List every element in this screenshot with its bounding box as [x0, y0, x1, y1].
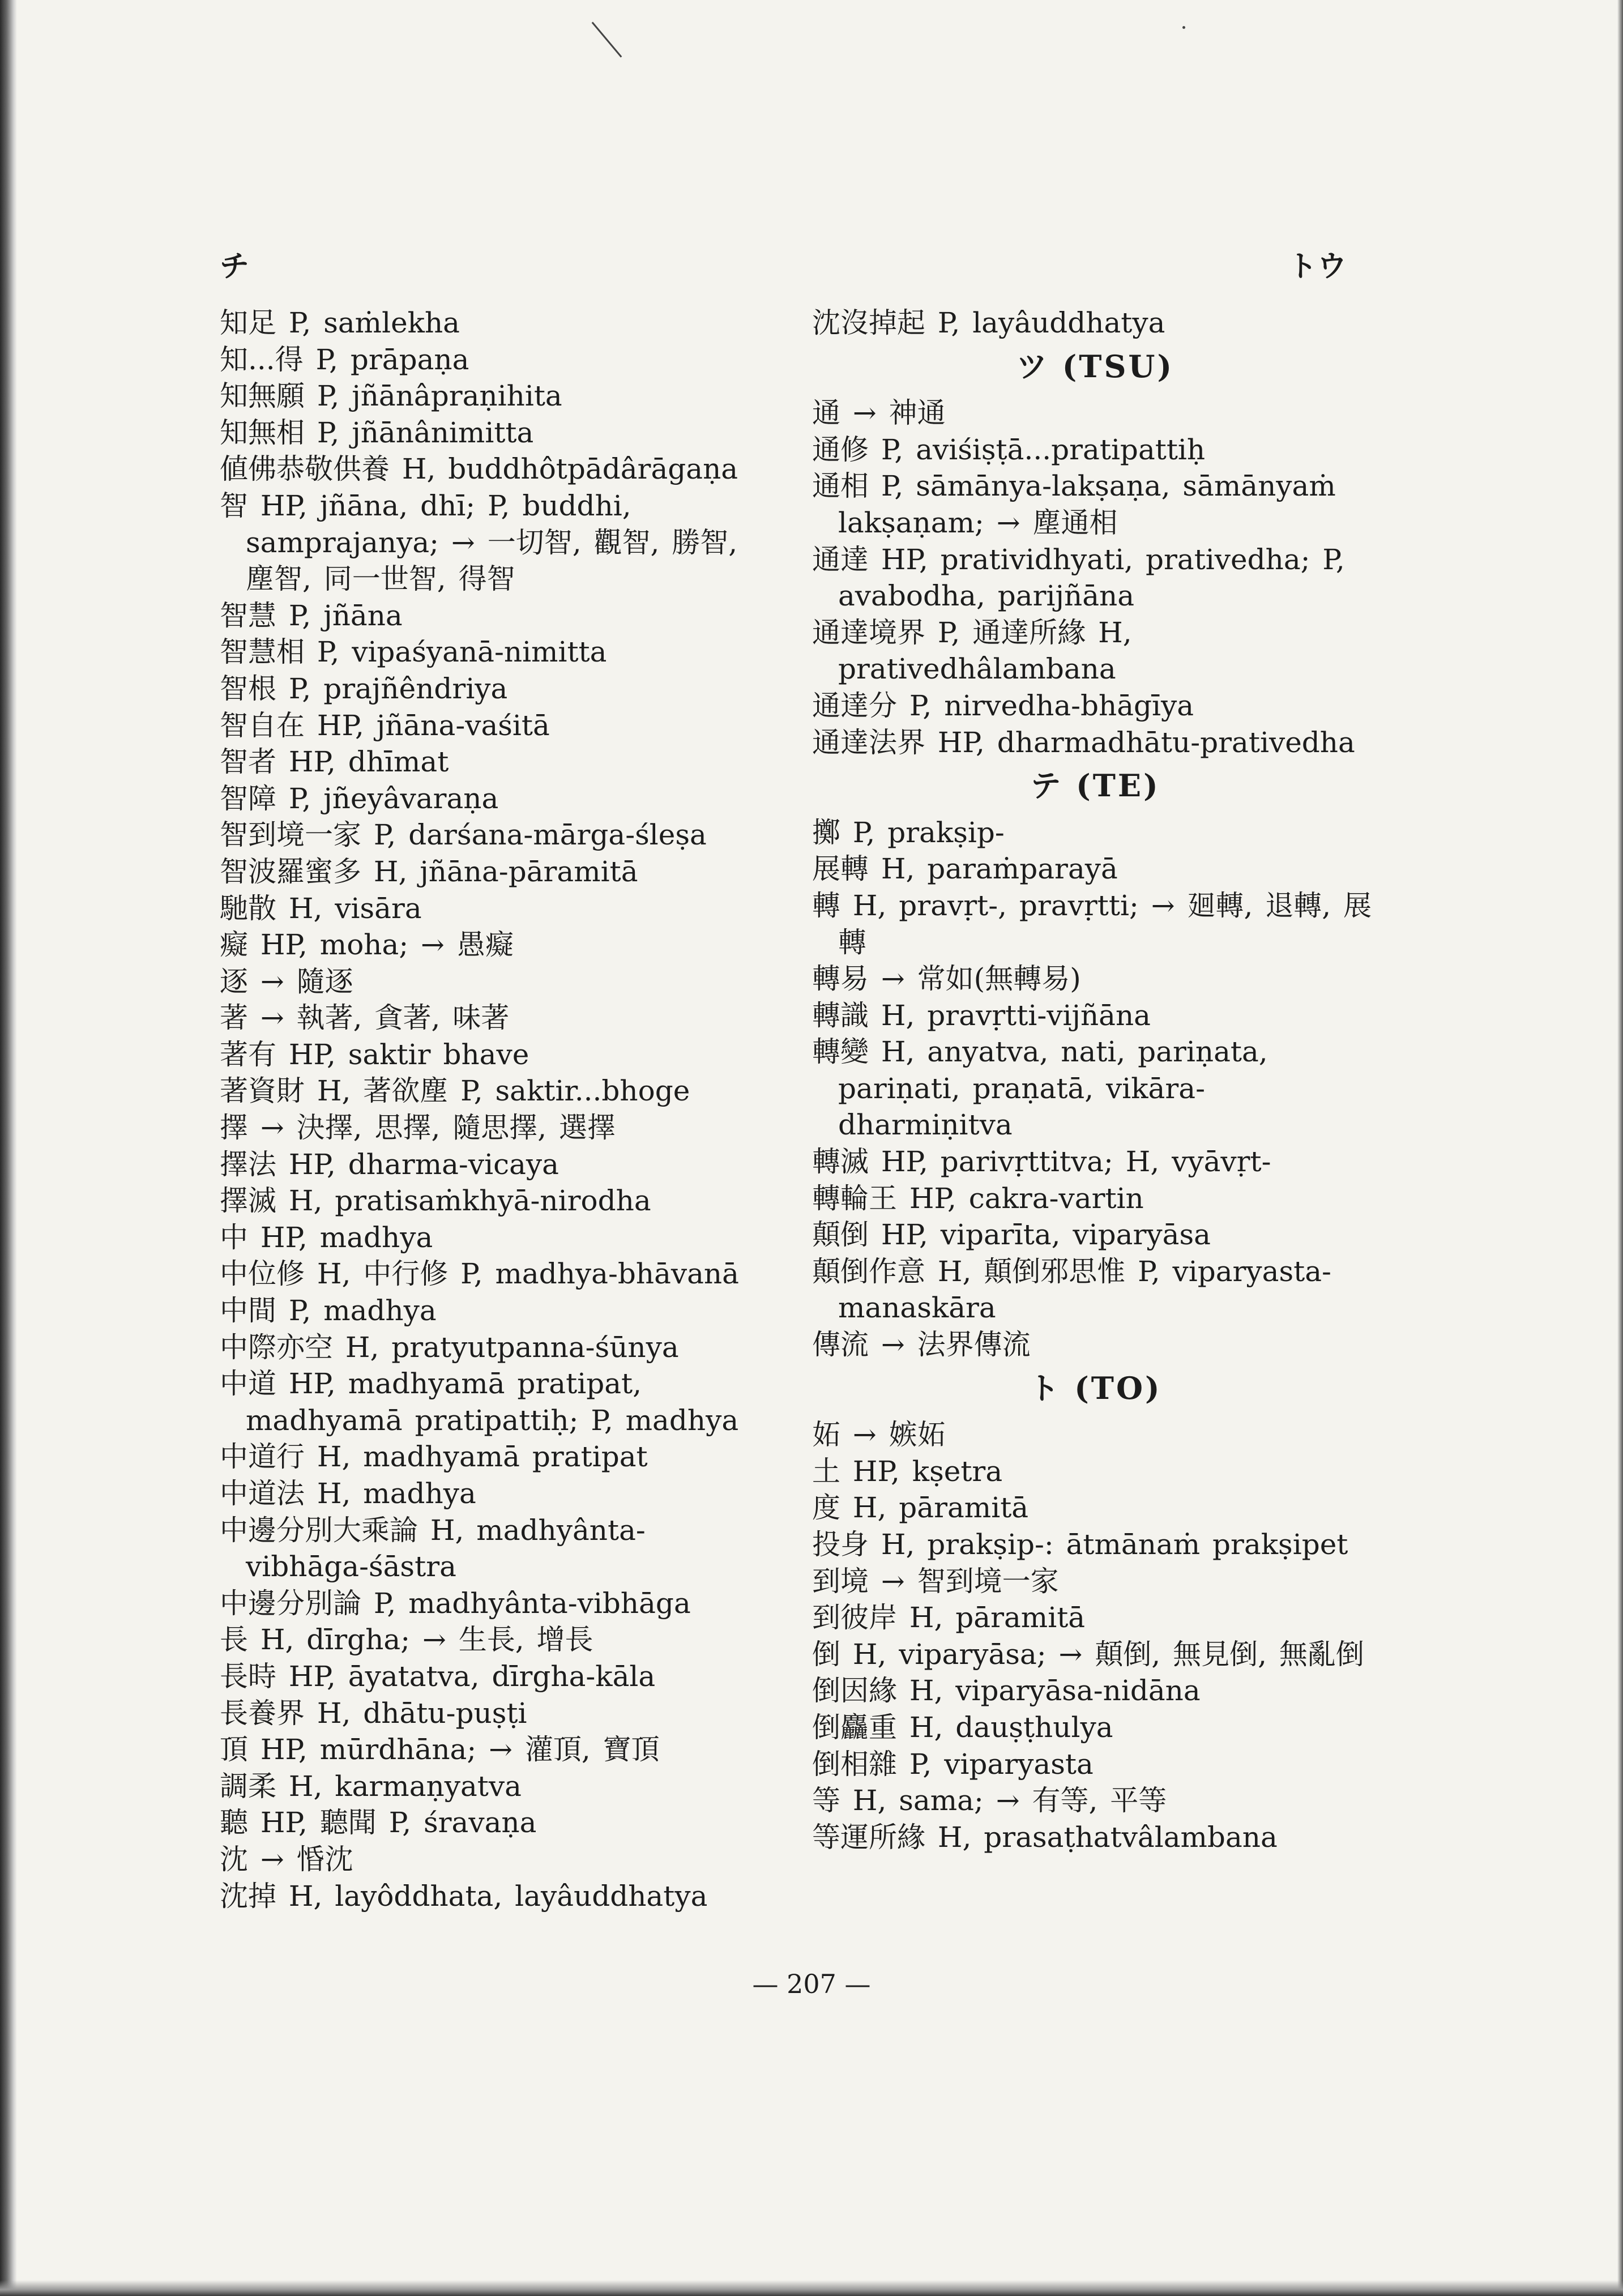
dictionary-entry: 度 H, pāramitā	[812, 1491, 1029, 1525]
section-heading-tsu: ツ (TSU)	[1016, 348, 1174, 385]
dictionary-entry: 中邊分別大乘論 H, madhyânta-vibhāga-śāstra	[220, 1513, 646, 1584]
dictionary-entry: 馳散 H, visāra	[220, 891, 422, 925]
dictionary-entry: 展轉 H, paraṁparayā	[812, 852, 1118, 886]
dictionary-entry: 轉變 H, anyatva, nati, pariṇata, pariṇati, praṇatā, vikāra-dharmiṇitva	[812, 1035, 1268, 1142]
dictionary-entry: 著有 HP, saktir bhave	[220, 1038, 529, 1071]
dictionary-entry: 中際亦空 H, pratyutpanna-śūnya	[220, 1330, 679, 1364]
dictionary-entry: 通達法界 HP, dharmadhātu-prativedha	[812, 725, 1355, 759]
dictionary-entry: 擇 → 決擇, 思擇, 隨思擇, 選擇	[220, 1111, 616, 1145]
dictionary-entry: 通修 P, aviśiṣṭā...pratipattiḥ	[812, 433, 1206, 466]
scan-shadow-bottom	[0, 2280, 1623, 2296]
running-header-right: トウ	[1287, 249, 1347, 284]
dictionary-entry: 癡 HP, moha; → 愚癡	[220, 928, 514, 962]
dictionary-entry: 長養界 H, dhātu-puṣṭi	[220, 1696, 527, 1730]
dictionary-entry: 智者 HP, dhīmat	[220, 745, 449, 779]
dictionary-entry: 擇滅 H, pratisaṁkhyā-nirodha	[220, 1184, 651, 1218]
dictionary-entry: 顛倒作意 H, 顛倒邪思惟 P, viparyasta-manaskāra	[812, 1254, 1331, 1325]
dictionary-entry: 等 H, sama; → 有等, 平等	[812, 1784, 1167, 1817]
dictionary-entry: 智慧 P, jñāna	[220, 599, 403, 632]
dictionary-entry: 到彼岸 H, pāramitā	[812, 1601, 1086, 1634]
dictionary-entry: 沈掉 H, layôddhata, layâuddhatya	[220, 1879, 708, 1913]
dictionary-entry: 中位修 H, 中行修 P, madhya-bhāvanā	[220, 1257, 739, 1291]
dictionary-entry: 等運所緣 H, prasaṭhatvâlambana	[812, 1820, 1278, 1854]
running-header-left: チ	[220, 249, 250, 284]
scan-shadow-right	[1617, 0, 1623, 2296]
dictionary-entry: 逐 → 隨逐	[220, 965, 353, 998]
dictionary-entry: 著資財 H, 著欲塵 P, saktir...bhoge	[220, 1074, 690, 1108]
dictionary-entry: 知...得 P, prāpaṇa	[220, 343, 469, 376]
dictionary-entry: 智障 P, jñeyâvaraṇa	[220, 782, 499, 815]
dictionary-entry: 轉 H, pravṛt-, pravṛtti; → 廻轉, 退轉, 展轉	[812, 889, 1372, 959]
dictionary-entry: 倒 H, viparyāsa; → 顛倒, 無見倒, 無亂倒	[812, 1637, 1364, 1671]
dictionary-entry: 傳流 → 法界傳流	[812, 1328, 1031, 1362]
dictionary-entry: 中 HP, madhya	[220, 1220, 433, 1254]
dictionary-entry: 通相 P, sāmānya-lakṣaṇa, sāmānyaṁ lakṣaṇam; → 塵通相	[812, 470, 1336, 539]
section-heading-to: ト (TO)	[1028, 1369, 1162, 1406]
dictionary-entry: 沈 → 惛沈	[220, 1842, 353, 1876]
dictionary-entry: 智到境一家 P, darśana-mārga-śleṣa	[220, 818, 707, 852]
dictionary-entry: 倒麤重 H, dauṣṭhulya	[812, 1710, 1113, 1744]
left-column	[220, 305, 763, 1914]
dictionary-entry: 智根 P, prajñêndriya	[220, 672, 508, 705]
scan-shadow-left	[0, 0, 17, 2296]
dictionary-entry: 知無相 P, jñānânimitta	[220, 416, 534, 449]
dictionary-entry: 倒因緣 H, viparyāsa-nidāna	[812, 1674, 1201, 1708]
dictionary-entry: 土 HP, kṣetra	[812, 1454, 1003, 1488]
dictionary-entry: 値佛恭敬供養 H, buddhôtpādârāgaṇa	[220, 453, 738, 486]
dictionary-entry: 轉識 H, pravṛtti-vijñāna	[812, 998, 1151, 1032]
dictionary-entry: 中邊分別論 P, madhyânta-vibhāga	[220, 1586, 691, 1620]
dictionary-entry: 到境 → 智到境一家	[812, 1564, 1059, 1598]
page-number: — 207 —	[752, 1969, 871, 1999]
section-heading-te: テ (TE)	[1030, 767, 1160, 804]
dictionary-entry: 通達分 P, nirvedha-bhāgīya	[812, 689, 1194, 722]
dictionary-entry: 智 HP, jñāna, dhī; P, buddhi, samprajanya; → 一切智, 觀智, 勝智, 塵智, 同一世智, 得智	[220, 489, 738, 596]
dictionary-entry: 知無願 P, jñānâpraṇihita	[220, 379, 562, 413]
dictionary-entry: 長時 HP, āyatatva, dīrgha-kāla	[220, 1659, 656, 1693]
dictionary-entry: 中道法 H, madhya	[220, 1477, 476, 1510]
dictionary-entry: 顛倒 HP, viparīta, viparyāsa	[812, 1218, 1211, 1252]
dictionary-entry: 智慧相 P, vipaśyanā-nimitta	[220, 635, 607, 669]
dictionary-entry: 中間 P, madhya	[220, 1294, 437, 1328]
dictionary-entry: 調柔 H, karmaṇyatva	[220, 1769, 522, 1803]
dictionary-entry: 擇法 HP, dharma-vicaya	[220, 1147, 559, 1181]
scan-speck	[592, 22, 622, 57]
dictionary-entry: 中道行 H, madhyamā pratipat	[220, 1440, 648, 1474]
dictionary-entry: 沈沒掉起 P, layâuddhatya	[812, 306, 1165, 339]
dictionary-entry: 轉滅 HP, parivṛttitva; H, vyāvṛt-	[812, 1145, 1271, 1179]
dictionary-entry: 擲 P, prakṣip-	[812, 816, 1005, 849]
dictionary-entry: 智自在 HP, jñāna-vaśitā	[220, 709, 550, 742]
dictionary-entry: 著 → 執著, 貪著, 味著	[220, 1001, 510, 1035]
dictionary-entry: 通達 HP, pratividhyati, prativedha; P, avabodha, parijñāna	[812, 543, 1345, 613]
dictionary-entry: 聽 HP, 聽聞 P, śravaṇa	[220, 1806, 537, 1840]
dictionary-entry: 投身 H, prakṣip-: ātmānaṁ prakṣipet	[812, 1528, 1348, 1561]
dictionary-entry: 長 H, dīrgha; → 生長, 增長	[220, 1623, 593, 1657]
dictionary-entry: 中道 HP, madhyamā pratipat, madhyamā pratipattiḥ; P, madhya	[220, 1367, 739, 1437]
right-column	[812, 305, 1378, 1855]
dictionary-entry: 轉易 → 常如(無轉易)	[812, 962, 1081, 996]
dictionary-entry: 倒相雜 P, viparyasta	[812, 1747, 1094, 1781]
dictionary-entry: 通達境界 P, 通達所緣 H, prativedhâlambana	[812, 616, 1132, 686]
dictionary-entry: 頂 HP, mūrdhāna; → 灌頂, 寶頂	[220, 1733, 660, 1766]
dictionary-entry: 轉輪王 HP, cakra-vartin	[812, 1181, 1144, 1215]
dictionary-entry: 妬 → 嫉妬	[812, 1418, 946, 1452]
scan-speck	[1182, 26, 1185, 29]
dictionary-entry: 智波羅蜜多 H, jñāna-pāramitā	[220, 855, 638, 888]
dictionary-entry: 知足 P, saṁlekha	[220, 306, 460, 339]
dictionary-entry: 通 → 神通	[812, 396, 946, 430]
